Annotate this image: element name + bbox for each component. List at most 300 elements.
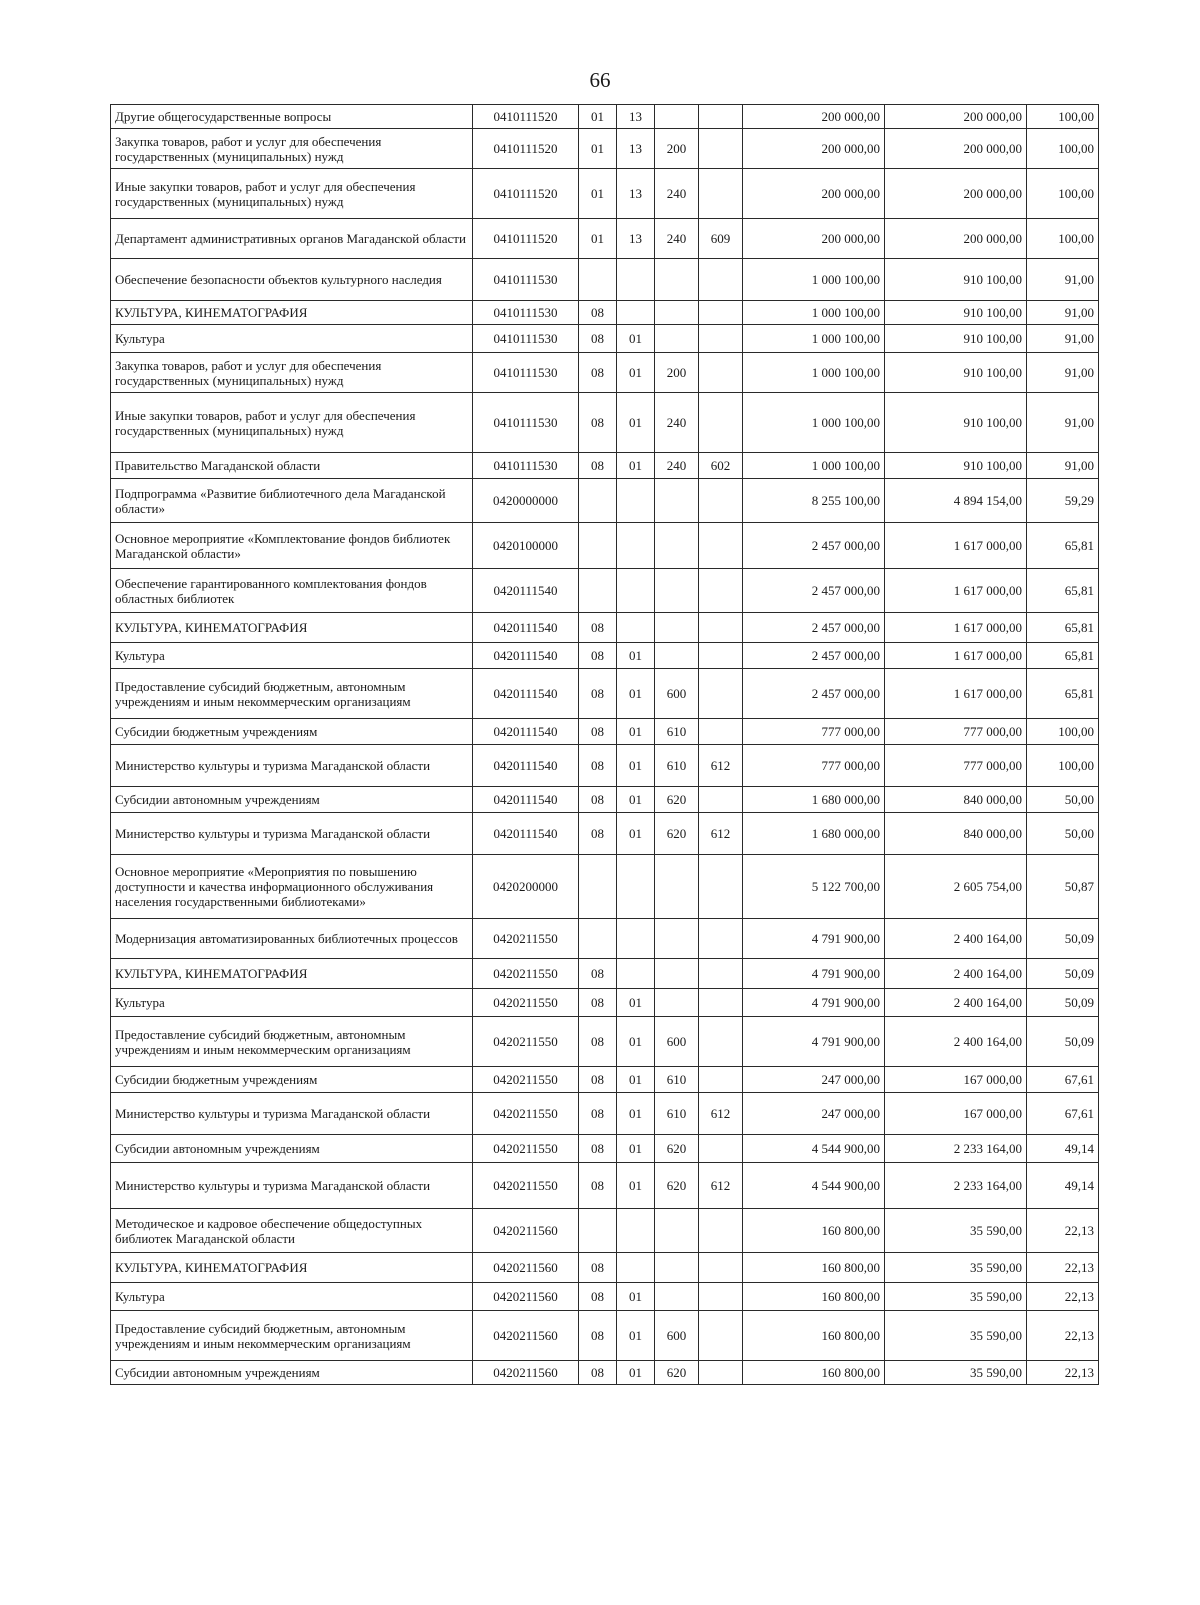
cell-admin-code [699, 1253, 743, 1283]
cell-plan-amount: 4 791 900,00 [743, 919, 885, 959]
cell-percent: 50,00 [1027, 813, 1099, 855]
cell-percent: 65,81 [1027, 523, 1099, 569]
cell-name: Субсидии автономным учреждениям [111, 787, 473, 813]
cell-percent: 91,00 [1027, 453, 1099, 479]
table-row [111, 1067, 1099, 1093]
cell-actual-amount: 35 590,00 [885, 1311, 1027, 1361]
cell-percent: 50,09 [1027, 1017, 1099, 1067]
table-row [111, 219, 1099, 259]
cell-expense-type [655, 523, 699, 569]
cell-plan-amount: 4 544 900,00 [743, 1163, 885, 1209]
cell-code: 0420111540 [473, 813, 579, 855]
cell-section: 01 [579, 169, 617, 219]
cell-subsection [617, 1253, 655, 1283]
cell-admin-code: 602 [699, 453, 743, 479]
cell-expense-type [655, 105, 699, 129]
cell-name: Субсидии автономным учреждениям [111, 1135, 473, 1163]
cell-section: 08 [579, 1361, 617, 1385]
table-row [111, 1093, 1099, 1135]
cell-admin-code [699, 301, 743, 325]
cell-plan-amount: 247 000,00 [743, 1093, 885, 1135]
cell-admin-code [699, 989, 743, 1017]
cell-code: 0410111530 [473, 453, 579, 479]
cell-code: 0420211560 [473, 1311, 579, 1361]
cell-admin-code [699, 1283, 743, 1311]
table-row [111, 453, 1099, 479]
cell-expense-type [655, 479, 699, 523]
cell-subsection [617, 959, 655, 989]
cell-percent: 91,00 [1027, 259, 1099, 301]
cell-name: Закупка товаров, работ и услуг для обеспечения государственных (муниципальных) нужд [111, 129, 473, 169]
cell-actual-amount: 2 400 164,00 [885, 989, 1027, 1017]
cell-subsection: 01 [617, 453, 655, 479]
cell-admin-code [699, 353, 743, 393]
cell-admin-code [699, 719, 743, 745]
cell-section: 08 [579, 813, 617, 855]
table-row [111, 393, 1099, 453]
cell-code: 0410111530 [473, 353, 579, 393]
cell-section: 08 [579, 393, 617, 453]
cell-percent: 49,14 [1027, 1135, 1099, 1163]
cell-expense-type [655, 325, 699, 353]
table-row [111, 169, 1099, 219]
cell-subsection: 13 [617, 169, 655, 219]
cell-plan-amount: 2 457 000,00 [743, 523, 885, 569]
cell-plan-amount: 1 000 100,00 [743, 301, 885, 325]
cell-admin-code: 612 [699, 745, 743, 787]
table-row [111, 1361, 1099, 1385]
cell-percent: 50,09 [1027, 959, 1099, 989]
cell-actual-amount: 200 000,00 [885, 169, 1027, 219]
cell-name: Министерство культуры и туризма Магаданской области [111, 813, 473, 855]
cell-percent: 100,00 [1027, 105, 1099, 129]
cell-code: 0410111530 [473, 325, 579, 353]
cell-code: 0420111540 [473, 643, 579, 669]
cell-actual-amount: 910 100,00 [885, 325, 1027, 353]
cell-subsection: 01 [617, 669, 655, 719]
cell-actual-amount: 1 617 000,00 [885, 643, 1027, 669]
cell-admin-code [699, 787, 743, 813]
cell-subsection: 01 [617, 1017, 655, 1067]
table-row [111, 643, 1099, 669]
cell-name: Культура [111, 643, 473, 669]
cell-percent: 50,87 [1027, 855, 1099, 919]
cell-code: 0410111530 [473, 393, 579, 453]
table-row [111, 1253, 1099, 1283]
cell-expense-type: 240 [655, 169, 699, 219]
cell-expense-type [655, 613, 699, 643]
cell-expense-type [655, 301, 699, 325]
cell-expense-type [655, 1253, 699, 1283]
cell-subsection: 01 [617, 813, 655, 855]
cell-actual-amount: 910 100,00 [885, 453, 1027, 479]
cell-actual-amount: 200 000,00 [885, 105, 1027, 129]
table-row [111, 1311, 1099, 1361]
table-row [111, 669, 1099, 719]
cell-code: 0420211550 [473, 1017, 579, 1067]
cell-actual-amount: 840 000,00 [885, 787, 1027, 813]
cell-name: Субсидии автономным учреждениям [111, 1361, 473, 1385]
cell-subsection [617, 569, 655, 613]
cell-section [579, 479, 617, 523]
cell-actual-amount: 35 590,00 [885, 1283, 1027, 1311]
cell-plan-amount: 4 791 900,00 [743, 1017, 885, 1067]
cell-admin-code [699, 919, 743, 959]
cell-admin-code [699, 259, 743, 301]
cell-name: КУЛЬТУРА, КИНЕМАТОГРАФИЯ [111, 959, 473, 989]
cell-subsection: 13 [617, 105, 655, 129]
table-row [111, 745, 1099, 787]
cell-plan-amount: 1 680 000,00 [743, 787, 885, 813]
cell-expense-type: 600 [655, 1311, 699, 1361]
cell-subsection: 13 [617, 129, 655, 169]
cell-percent: 67,61 [1027, 1093, 1099, 1135]
cell-plan-amount: 1 000 100,00 [743, 453, 885, 479]
cell-actual-amount: 35 590,00 [885, 1361, 1027, 1385]
cell-plan-amount: 160 800,00 [743, 1361, 885, 1385]
cell-expense-type: 600 [655, 1017, 699, 1067]
cell-code: 0420100000 [473, 523, 579, 569]
table-row [111, 569, 1099, 613]
cell-admin-code: 612 [699, 1093, 743, 1135]
cell-actual-amount: 200 000,00 [885, 219, 1027, 259]
cell-actual-amount: 910 100,00 [885, 353, 1027, 393]
cell-plan-amount: 4 791 900,00 [743, 959, 885, 989]
table-row [111, 959, 1099, 989]
table-row [111, 1017, 1099, 1067]
cell-plan-amount: 160 800,00 [743, 1209, 885, 1253]
cell-percent: 65,81 [1027, 569, 1099, 613]
cell-subsection [617, 1209, 655, 1253]
cell-name: Субсидии бюджетным учреждениям [111, 719, 473, 745]
cell-plan-amount: 200 000,00 [743, 129, 885, 169]
cell-name: Иные закупки товаров, работ и услуг для обеспечения государственных (муниципальных) нужд [111, 169, 473, 219]
cell-section: 08 [579, 1163, 617, 1209]
cell-expense-type [655, 1283, 699, 1311]
cell-section: 08 [579, 453, 617, 479]
cell-actual-amount: 35 590,00 [885, 1209, 1027, 1253]
cell-code: 0420211550 [473, 989, 579, 1017]
cell-plan-amount: 8 255 100,00 [743, 479, 885, 523]
table-row [111, 855, 1099, 919]
cell-code: 0420211550 [473, 919, 579, 959]
cell-section: 08 [579, 1017, 617, 1067]
cell-expense-type [655, 259, 699, 301]
cell-actual-amount: 777 000,00 [885, 745, 1027, 787]
cell-name: КУЛЬТУРА, КИНЕМАТОГРАФИЯ [111, 301, 473, 325]
cell-plan-amount: 4 791 900,00 [743, 989, 885, 1017]
cell-admin-code [699, 669, 743, 719]
cell-section: 08 [579, 1093, 617, 1135]
cell-name: КУЛЬТУРА, КИНЕМАТОГРАФИЯ [111, 613, 473, 643]
cell-section: 08 [579, 1253, 617, 1283]
cell-code: 0420111540 [473, 669, 579, 719]
cell-name: Культура [111, 989, 473, 1017]
cell-actual-amount: 910 100,00 [885, 301, 1027, 325]
cell-name: Закупка товаров, работ и услуг для обеспечения государственных (муниципальных) нужд [111, 353, 473, 393]
table-row [111, 1209, 1099, 1253]
cell-name: Департамент административных органов Магаданской области [111, 219, 473, 259]
cell-name: Основное мероприятие «Комплектование фондов библиотек Магаданской области» [111, 523, 473, 569]
cell-percent: 100,00 [1027, 745, 1099, 787]
cell-expense-type: 240 [655, 393, 699, 453]
cell-section: 01 [579, 105, 617, 129]
cell-expense-type [655, 959, 699, 989]
cell-admin-code [699, 1017, 743, 1067]
cell-subsection: 01 [617, 325, 655, 353]
cell-name: Культура [111, 325, 473, 353]
cell-admin-code [699, 393, 743, 453]
cell-expense-type [655, 989, 699, 1017]
table-row [111, 353, 1099, 393]
cell-section [579, 1209, 617, 1253]
table-body [111, 105, 1099, 1385]
cell-percent: 50,00 [1027, 787, 1099, 813]
cell-percent: 50,09 [1027, 919, 1099, 959]
cell-plan-amount: 1 000 100,00 [743, 353, 885, 393]
cell-percent: 91,00 [1027, 325, 1099, 353]
cell-code: 0420211560 [473, 1253, 579, 1283]
table-row [111, 1283, 1099, 1311]
cell-section: 08 [579, 719, 617, 745]
cell-subsection: 01 [617, 643, 655, 669]
cell-name: Модернизация автоматизированных библиотечных процессов [111, 919, 473, 959]
table-row [111, 1163, 1099, 1209]
cell-admin-code [699, 523, 743, 569]
cell-code: 0410111530 [473, 259, 579, 301]
cell-section: 08 [579, 325, 617, 353]
cell-percent: 100,00 [1027, 719, 1099, 745]
cell-code: 0420111540 [473, 613, 579, 643]
cell-code: 0420211550 [473, 1093, 579, 1135]
cell-admin-code [699, 479, 743, 523]
cell-percent: 22,13 [1027, 1209, 1099, 1253]
cell-plan-amount: 200 000,00 [743, 169, 885, 219]
table-row [111, 989, 1099, 1017]
cell-percent: 22,13 [1027, 1283, 1099, 1311]
cell-actual-amount: 777 000,00 [885, 719, 1027, 745]
cell-plan-amount: 2 457 000,00 [743, 669, 885, 719]
cell-subsection [617, 523, 655, 569]
cell-section [579, 855, 617, 919]
cell-expense-type: 620 [655, 813, 699, 855]
cell-section: 08 [579, 787, 617, 813]
cell-name: Культура [111, 1283, 473, 1311]
cell-plan-amount: 200 000,00 [743, 219, 885, 259]
cell-actual-amount: 167 000,00 [885, 1067, 1027, 1093]
table-row [111, 1135, 1099, 1163]
table-row [111, 259, 1099, 301]
table-row [111, 813, 1099, 855]
cell-admin-code [699, 1209, 743, 1253]
cell-expense-type: 200 [655, 129, 699, 169]
cell-code: 0420211560 [473, 1283, 579, 1311]
cell-subsection: 01 [617, 1361, 655, 1385]
cell-section: 08 [579, 301, 617, 325]
cell-name: Предоставление субсидий бюджетным, автономным учреждениям и иным некоммерческим организациям [111, 669, 473, 719]
cell-expense-type: 610 [655, 719, 699, 745]
cell-plan-amount: 777 000,00 [743, 719, 885, 745]
cell-percent: 91,00 [1027, 301, 1099, 325]
cell-subsection: 01 [617, 1135, 655, 1163]
cell-code: 0420211550 [473, 1163, 579, 1209]
cell-plan-amount: 160 800,00 [743, 1311, 885, 1361]
cell-subsection: 01 [617, 719, 655, 745]
cell-subsection: 01 [617, 1163, 655, 1209]
table-row [111, 787, 1099, 813]
cell-percent: 50,09 [1027, 989, 1099, 1017]
cell-admin-code [699, 129, 743, 169]
cell-section: 08 [579, 1135, 617, 1163]
cell-section: 08 [579, 1283, 617, 1311]
cell-plan-amount: 160 800,00 [743, 1283, 885, 1311]
table-row [111, 129, 1099, 169]
cell-admin-code [699, 1135, 743, 1163]
cell-code: 0420000000 [473, 479, 579, 523]
cell-percent: 59,29 [1027, 479, 1099, 523]
table-row [111, 919, 1099, 959]
cell-name: Предоставление субсидий бюджетным, автономным учреждениям и иным некоммерческим организациям [111, 1311, 473, 1361]
cell-actual-amount: 2 400 164,00 [885, 919, 1027, 959]
cell-subsection [617, 301, 655, 325]
cell-plan-amount: 777 000,00 [743, 745, 885, 787]
cell-section [579, 523, 617, 569]
cell-subsection [617, 479, 655, 523]
cell-subsection: 01 [617, 393, 655, 453]
cell-percent: 91,00 [1027, 353, 1099, 393]
cell-actual-amount: 200 000,00 [885, 129, 1027, 169]
cell-code: 0420111540 [473, 787, 579, 813]
cell-plan-amount: 5 122 700,00 [743, 855, 885, 919]
cell-section: 01 [579, 219, 617, 259]
cell-expense-type: 620 [655, 1361, 699, 1385]
cell-actual-amount: 1 617 000,00 [885, 613, 1027, 643]
cell-name: Субсидии бюджетным учреждениям [111, 1067, 473, 1093]
cell-section: 08 [579, 989, 617, 1017]
cell-admin-code [699, 959, 743, 989]
cell-plan-amount: 247 000,00 [743, 1067, 885, 1093]
cell-expense-type: 610 [655, 1067, 699, 1093]
budget-table [110, 104, 1099, 1385]
cell-code: 0420111540 [473, 719, 579, 745]
cell-code: 0410111520 [473, 219, 579, 259]
cell-admin-code [699, 105, 743, 129]
cell-actual-amount: 910 100,00 [885, 259, 1027, 301]
cell-plan-amount: 200 000,00 [743, 105, 885, 129]
cell-percent: 22,13 [1027, 1361, 1099, 1385]
cell-percent: 65,81 [1027, 669, 1099, 719]
cell-actual-amount: 1 617 000,00 [885, 523, 1027, 569]
cell-plan-amount: 1 680 000,00 [743, 813, 885, 855]
cell-expense-type: 610 [655, 745, 699, 787]
cell-plan-amount: 160 800,00 [743, 1253, 885, 1283]
cell-subsection: 13 [617, 219, 655, 259]
cell-expense-type: 620 [655, 787, 699, 813]
cell-expense-type: 200 [655, 353, 699, 393]
cell-admin-code [699, 169, 743, 219]
cell-subsection: 01 [617, 1283, 655, 1311]
cell-plan-amount: 2 457 000,00 [743, 643, 885, 669]
cell-percent: 91,00 [1027, 393, 1099, 453]
cell-percent: 67,61 [1027, 1067, 1099, 1093]
cell-subsection [617, 855, 655, 919]
cell-section: 08 [579, 353, 617, 393]
cell-expense-type [655, 1209, 699, 1253]
cell-expense-type [655, 569, 699, 613]
cell-plan-amount: 2 457 000,00 [743, 613, 885, 643]
cell-admin-code: 612 [699, 1163, 743, 1209]
cell-subsection: 01 [617, 1311, 655, 1361]
cell-subsection [617, 919, 655, 959]
cell-name: Министерство культуры и туризма Магаданской области [111, 1163, 473, 1209]
table-row [111, 301, 1099, 325]
cell-percent: 22,13 [1027, 1253, 1099, 1283]
cell-expense-type [655, 855, 699, 919]
cell-percent: 100,00 [1027, 219, 1099, 259]
cell-actual-amount: 840 000,00 [885, 813, 1027, 855]
cell-percent: 65,81 [1027, 643, 1099, 669]
cell-name: Министерство культуры и туризма Магаданской области [111, 1093, 473, 1135]
cell-name: Предоставление субсидий бюджетным, автономным учреждениям и иным некоммерческим организациям [111, 1017, 473, 1067]
cell-section: 08 [579, 1311, 617, 1361]
cell-percent: 65,81 [1027, 613, 1099, 643]
cell-expense-type: 240 [655, 219, 699, 259]
cell-name: Иные закупки товаров, работ и услуг для обеспечения государственных (муниципальных) нужд [111, 393, 473, 453]
cell-code: 0410111520 [473, 105, 579, 129]
cell-name: Основное мероприятие «Мероприятия по повышению доступности и качества информационного обслуживания населения государственными библиотеками» [111, 855, 473, 919]
cell-code: 0410111520 [473, 129, 579, 169]
table-row [111, 105, 1099, 129]
table-row [111, 523, 1099, 569]
cell-actual-amount: 1 617 000,00 [885, 669, 1027, 719]
cell-subsection [617, 613, 655, 643]
cell-subsection: 01 [617, 1067, 655, 1093]
cell-name: Методическое и кадровое обеспечение общедоступных библиотек Магаданской области [111, 1209, 473, 1253]
cell-section: 08 [579, 959, 617, 989]
cell-admin-code [699, 643, 743, 669]
cell-section: 08 [579, 669, 617, 719]
cell-section [579, 259, 617, 301]
cell-subsection: 01 [617, 1093, 655, 1135]
cell-subsection [617, 259, 655, 301]
cell-name: Подпрограмма «Развитие библиотечного дела Магаданской области» [111, 479, 473, 523]
cell-actual-amount: 2 233 164,00 [885, 1135, 1027, 1163]
cell-expense-type [655, 919, 699, 959]
cell-code: 0410111520 [473, 169, 579, 219]
cell-code: 0420211560 [473, 1209, 579, 1253]
cell-name: КУЛЬТУРА, КИНЕМАТОГРАФИЯ [111, 1253, 473, 1283]
cell-expense-type: 600 [655, 669, 699, 719]
cell-name: Министерство культуры и туризма Магаданской области [111, 745, 473, 787]
cell-plan-amount: 1 000 100,00 [743, 393, 885, 453]
cell-subsection: 01 [617, 353, 655, 393]
cell-subsection: 01 [617, 745, 655, 787]
cell-percent: 100,00 [1027, 169, 1099, 219]
table-row [111, 613, 1099, 643]
cell-expense-type: 620 [655, 1163, 699, 1209]
cell-subsection: 01 [617, 787, 655, 813]
cell-actual-amount: 35 590,00 [885, 1253, 1027, 1283]
cell-actual-amount: 910 100,00 [885, 393, 1027, 453]
cell-actual-amount: 2 400 164,00 [885, 1017, 1027, 1067]
cell-name: Правительство Магаданской области [111, 453, 473, 479]
cell-admin-code [699, 325, 743, 353]
cell-name: Другие общегосударственные вопросы [111, 105, 473, 129]
cell-section [579, 569, 617, 613]
cell-code: 0420211550 [473, 959, 579, 989]
cell-code: 0420200000 [473, 855, 579, 919]
cell-section: 08 [579, 613, 617, 643]
